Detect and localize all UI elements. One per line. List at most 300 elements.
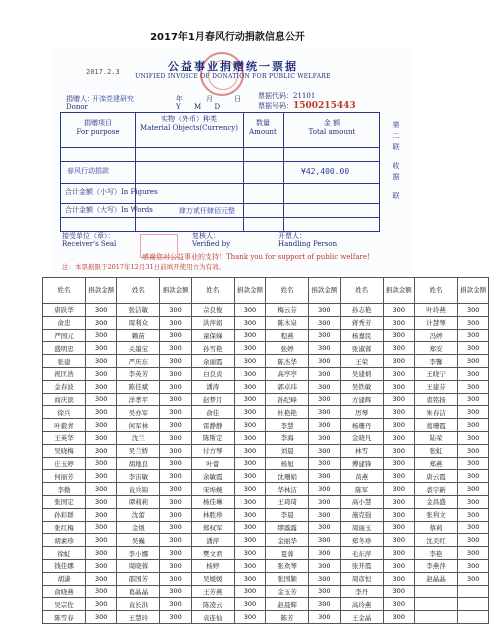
donor-amount-cell: 300	[86, 329, 117, 342]
donor-name-cell: 俞晓燕	[43, 585, 86, 598]
donor-amount-cell: 300	[383, 598, 414, 611]
donor-name-cell: 方建辉	[340, 393, 383, 406]
donor-name-cell: 黄燕	[340, 470, 383, 483]
donor-amount-cell: 300	[309, 316, 340, 329]
donor-name-cell: 李燕萍	[414, 559, 457, 572]
donor-name-cell: 张利文	[414, 508, 457, 521]
donor-amount-cell: 300	[86, 316, 117, 329]
donor-name-cell: 袁长洪	[117, 598, 160, 611]
donor-name-cell: 张婷	[266, 342, 309, 355]
donor-name-cell: 陈木泉	[266, 316, 309, 329]
donor-name-cell: 徐虹	[43, 547, 86, 560]
donor-amount-cell: 300	[457, 508, 488, 521]
donor-amount-cell: 300	[86, 598, 117, 611]
header-name: 姓名	[43, 278, 86, 304]
donor-amount-cell: 300	[160, 406, 191, 419]
donor-name-cell: 金晓凡	[340, 431, 383, 444]
donor-amount-cell: 300	[457, 470, 488, 483]
donor-amount-cell: 300	[383, 547, 414, 560]
donor-name-cell: 裘铭扬	[414, 393, 457, 406]
table-row	[43, 419, 489, 432]
donor-name-cell: 张国定	[43, 495, 86, 508]
donor-name-cell: 高亭亭	[266, 367, 309, 380]
donor-amount-cell: 300	[160, 304, 191, 317]
donor-amount-cell: 300	[309, 585, 340, 598]
donor-name-cell: 杨珊丹	[340, 419, 383, 432]
donor-name-cell: 沈兰	[117, 431, 160, 444]
donor-name-cell: 白良贞	[191, 367, 234, 380]
donor-name-cell: 祝匡浩	[43, 367, 86, 380]
donor-amount-cell: 300	[457, 367, 488, 380]
donor-name-cell: 樊文君	[191, 547, 234, 560]
donor-amount-cell	[457, 585, 488, 598]
table-row	[43, 367, 489, 380]
table-row	[43, 483, 489, 496]
donor-amount-cell: 300	[86, 572, 117, 585]
handler-label: 开票人： Handling Person	[278, 232, 338, 248]
table-row	[43, 393, 489, 406]
donor-name-cell: 刘晨	[266, 444, 309, 457]
donor-name-cell: 周利众	[117, 316, 160, 329]
donor-name-cell: 严国元	[43, 329, 86, 342]
donor-name-cell: 雷静静	[191, 419, 234, 432]
donor-name-cell: 杨嘉民	[340, 329, 383, 342]
donor-amount-cell: 300	[457, 304, 488, 317]
donor-amount-cell: 300	[383, 406, 414, 419]
donor-amount-cell: 300	[457, 431, 488, 444]
donor-name-cell: 陈雪春	[43, 611, 86, 624]
donor-amount-cell: 300	[160, 419, 191, 432]
donation-receipt	[52, 48, 414, 276]
donor-amount-cell: 300	[234, 559, 265, 572]
donor-name-cell: 李勤	[43, 483, 86, 496]
donor-name-cell: 王晓宁	[414, 367, 457, 380]
table-row	[43, 304, 489, 317]
donor-name-cell: 赵晨辉	[266, 598, 309, 611]
donor-amount-cell: 300	[457, 393, 488, 406]
donor-amount-cell: 300	[383, 380, 414, 393]
donor-amount-cell: 300	[160, 495, 191, 508]
donor-name-cell: 周丽玉	[340, 521, 383, 534]
donor-amount-cell: 300	[160, 316, 191, 329]
donor-name-cell: 童保娣	[191, 329, 234, 342]
donor-name-cell: 吴兰娇	[117, 444, 160, 457]
donor-amount-cell: 300	[309, 444, 340, 457]
donor-name-cell: 施克强	[340, 508, 383, 521]
donor-amount-cell: 300	[160, 534, 191, 547]
donor-name-cell: 郑权军	[191, 521, 234, 534]
donor-name-cell: 吴亦军	[117, 406, 160, 419]
header-name: 姓名	[414, 278, 457, 304]
donor-amount-cell: 300	[309, 457, 340, 470]
donor-name-cell: 孙雪艳	[191, 342, 234, 355]
donor-amount-cell: 300	[160, 444, 191, 457]
donor-amount-cell: 300	[457, 342, 488, 355]
donor-amount-cell: 300	[383, 559, 414, 572]
donor-name-cell: 杨佳琳	[191, 495, 234, 508]
donor-amount-cell: 300	[309, 419, 340, 432]
donor-amount-cell: 300	[86, 611, 117, 624]
donor-amount-cell: 300	[309, 367, 340, 380]
donor-name-cell: 计慧琴	[414, 316, 457, 329]
donor-amount-cell: 300	[457, 559, 488, 572]
header-name: 姓名	[266, 278, 309, 304]
donor-name-cell: 唐云霞	[414, 470, 457, 483]
donor-name-cell: 袁兵锦	[117, 483, 160, 496]
header-amount: 捐款金额	[160, 278, 191, 304]
donor-amount-cell: 300	[457, 355, 488, 368]
donor-amount-cell: 300	[457, 316, 488, 329]
receipt-grid	[60, 112, 380, 232]
validity-note: 注：本票据限于2017年12月31日前填开使用方为有效。	[62, 263, 226, 271]
table-row	[43, 342, 489, 355]
donor-amount-cell: 300	[457, 483, 488, 496]
donor-amount-cell: 300	[309, 329, 340, 342]
header-amount: 捐款金额	[309, 278, 340, 304]
donor-name-cell	[414, 611, 457, 624]
donor-amount-cell: 300	[160, 393, 191, 406]
donor-amount-cell: 300	[160, 521, 191, 534]
donor-name-cell: 王金晶	[340, 611, 383, 624]
donor-amount-cell: 300	[160, 547, 191, 560]
donor-amount-cell: 300	[309, 559, 340, 572]
header-name: 姓名	[117, 278, 160, 304]
donor-name-cell: 吴巍	[117, 534, 160, 547]
donor-amount-cell: 300	[309, 406, 340, 419]
donor-name-cell: 余敏霞	[191, 470, 234, 483]
donor-name-cell: 沈美红	[414, 534, 457, 547]
donor-name-cell: 王荣	[340, 355, 383, 368]
donor-name-cell: 唐跃华	[43, 304, 86, 317]
col-qty-header: 数量 Amount	[249, 119, 277, 136]
donor-name-cell: 郭卓玮	[266, 380, 309, 393]
donor-amount-cell: 300	[160, 508, 191, 521]
donor-name-cell: 张淑蓉	[340, 342, 383, 355]
donor-name-cell: 宋埠婉	[191, 483, 234, 496]
table-row	[43, 406, 489, 419]
donor-name-cell: 王慧玲	[117, 611, 160, 624]
donor-amount-cell: 300	[86, 470, 117, 483]
col-total-header: 金 额 Total amount	[308, 119, 356, 136]
donor-amount-cell: 300	[86, 304, 117, 317]
table-row	[43, 585, 489, 598]
donor-amount-cell: 300	[457, 521, 488, 534]
donor-name-cell: 周晓蓉	[117, 559, 160, 572]
donor-name-cell: 张虹	[414, 444, 457, 457]
donor-name-cell: 高玲燕	[340, 598, 383, 611]
handwritten-date: 2017.2.3	[86, 68, 120, 76]
donor-name-cell: 金煜	[117, 521, 160, 534]
donor-amount-cell: 300	[383, 419, 414, 432]
donor-amount-cell: 300	[234, 483, 265, 496]
donor-amount-cell: 300	[309, 470, 340, 483]
donor-amount-cell: 300	[383, 521, 414, 534]
donor-name-cell: 胡地良	[117, 457, 160, 470]
table-row	[43, 444, 489, 457]
donor-amount-cell: 300	[457, 419, 488, 432]
donor-name-cell: 余丽霞	[191, 355, 234, 368]
donor-amount-cell: 300	[309, 534, 340, 547]
donor-amount-cell: 300	[234, 457, 265, 470]
donor-name-cell: 吴晓梅	[43, 444, 86, 457]
donor-amount-cell: 300	[309, 431, 340, 444]
table-row	[43, 355, 489, 368]
donor-amount-cell: 300	[383, 316, 414, 329]
sum-big-label: 合计金额（大写）In Words	[65, 206, 153, 214]
donor-name-cell: 谭莉莉	[117, 495, 160, 508]
donor-amount-cell: 300	[309, 483, 340, 496]
donor-name-cell: 王建芬	[414, 380, 457, 393]
donor-name-cell: 蒋秀芳	[340, 316, 383, 329]
donor-table	[42, 277, 489, 624]
donor-amount-cell: 300	[86, 547, 117, 560]
donor-name-cell: 华林洁	[266, 483, 309, 496]
receipt-subtitle: UNIFIED INVOICE OF DONATION FOR PUBLIC WELFARE	[135, 73, 331, 80]
donor-amount-cell: 300	[457, 329, 488, 342]
handwritten-amount: ¥42,400.00	[301, 167, 350, 176]
donor-name-cell: 吴建炳	[340, 367, 383, 380]
donor-name-cell: 王芳燕	[191, 585, 234, 598]
donor-amount-cell: 300	[234, 521, 265, 534]
donor-name-cell: 傅建锋	[340, 457, 383, 470]
day-label: 日	[234, 95, 241, 103]
donor-amount-cell: 300	[383, 444, 414, 457]
donor-amount-cell: 300	[86, 508, 117, 521]
donor-amount-cell: 300	[160, 470, 191, 483]
donor-amount-cell: 300	[86, 495, 117, 508]
donor-name-cell: 郑燕	[414, 457, 457, 470]
donor-name-cell: 李丹	[340, 585, 383, 598]
donor-amount-cell: 300	[234, 419, 265, 432]
donor-amount-cell: 300	[234, 444, 265, 457]
donor-amount-cell: 300	[234, 355, 265, 368]
donor-name-cell: 胡素珍	[43, 534, 86, 547]
donor-amount-cell: 300	[309, 598, 340, 611]
donor-name-cell: 邵国芳	[117, 572, 160, 585]
donor-amount-cell: 300	[86, 585, 117, 598]
donor-name-cell: 陈杰华	[266, 355, 309, 368]
donor-name-cell: 郑安	[414, 342, 457, 355]
donor-name-cell: 孙纪峰	[266, 393, 309, 406]
table-row	[43, 470, 489, 483]
table-row	[43, 316, 489, 329]
donor-name-cell: 李小娜	[117, 547, 160, 560]
table-row	[43, 329, 489, 342]
donor-name-cell: 潘涛	[191, 380, 234, 393]
donor-name-cell	[414, 585, 457, 598]
donor-amount-cell: 300	[234, 611, 265, 624]
donor-amount-cell: 300	[234, 406, 265, 419]
donor-name-cell: 毛东萍	[340, 547, 383, 560]
page-title: 2017年1月春风行动捐款信息公开	[150, 32, 305, 43]
donor-amount-cell: 300	[86, 431, 117, 444]
donor-name-cell: 厉琴	[340, 406, 383, 419]
donor-name-cell: 葛珊霞	[414, 419, 457, 432]
donor-name-cell: 陈芳	[266, 611, 309, 624]
month-label: 月	[206, 95, 213, 103]
header-amount: 捐款金额	[383, 278, 414, 304]
donor-amount-cell	[457, 598, 488, 611]
donor-name-cell	[414, 598, 457, 611]
donor-amount-cell: 300	[160, 457, 191, 470]
donor-name-cell: 袁连仙	[191, 611, 234, 624]
donor-name-cell: 缪露露	[266, 521, 309, 534]
donor-amount-cell: 300	[234, 329, 265, 342]
donor-name-cell: 叶蕾	[191, 457, 234, 470]
donor-amount-cell: 300	[86, 393, 117, 406]
table-row	[43, 598, 489, 611]
donor-name-cell: 盛明忠	[43, 342, 86, 355]
donor-name-cell: 陈军	[340, 483, 383, 496]
donor-name-cell: 郑冬珍	[340, 534, 383, 547]
table-row	[43, 431, 489, 444]
donor-amount-cell: 300	[309, 393, 340, 406]
donor-name-cell: 夏蓉	[266, 547, 309, 560]
donor-amount-cell: 300	[309, 380, 340, 393]
handwritten-donor: 开滦党建研究	[92, 95, 134, 103]
ticket-number: 票据号码：1500215443	[258, 101, 356, 111]
donor-amount-cell: 300	[383, 355, 414, 368]
donor-amount-cell: 300	[234, 534, 265, 547]
donor-amount-cell: 300	[309, 342, 340, 355]
donor-amount-cell: 300	[383, 572, 414, 585]
donor-amount-cell: 300	[234, 342, 265, 355]
donor-name-cell: 程燕	[266, 329, 309, 342]
donor-name-cell: 吴宗佐	[43, 598, 86, 611]
donor-amount-cell: 300	[234, 393, 265, 406]
donor-name-cell: 赵梦月	[191, 393, 234, 406]
donor-name-cell: 张红梅	[43, 521, 86, 534]
donor-amount-cell: 300	[160, 483, 191, 496]
donor-name-cell: 李海	[266, 431, 309, 444]
col-item-header: 捐赠项目 For purpose	[76, 119, 120, 136]
table-row	[43, 547, 489, 560]
donor-name-cell: 何军林	[117, 419, 160, 432]
donor-amount-cell: 300	[383, 342, 414, 355]
donor-name-cell: 关墨宝	[117, 342, 160, 355]
table-row	[43, 495, 489, 508]
donor-name-cell: 张开霞	[340, 559, 383, 572]
donor-name-cell: 金春波	[43, 380, 86, 393]
donor-amount-cell: 300	[86, 559, 117, 572]
donor-amount-cell: 300	[86, 457, 117, 470]
donor-amount-cell: 300	[309, 611, 340, 624]
donor-name-cell: 陈佳斌	[117, 380, 160, 393]
donor-name-cell: 吴媛媛	[191, 572, 234, 585]
donor-amount-cell: 300	[383, 431, 414, 444]
donor-name-cell: 葛晶晶	[117, 585, 160, 598]
donor-name-cell: 陈凌云	[191, 598, 234, 611]
donor-amount-cell: 300	[234, 585, 265, 598]
donor-amount-cell: 300	[383, 534, 414, 547]
donor-table-body	[43, 304, 489, 624]
donor-amount-cell: 300	[234, 508, 265, 521]
table-header-row	[43, 278, 489, 304]
header-name: 姓名	[191, 278, 234, 304]
donor-name-cell: 徐兵	[43, 406, 86, 419]
donor-name-cell: 高小慧	[340, 495, 383, 508]
donor-name-cell: 何丽芳	[43, 470, 86, 483]
donor-amount-cell: 300	[234, 470, 265, 483]
donor-amount-cell: 300	[234, 598, 265, 611]
donor-amount-cell: 300	[383, 585, 414, 598]
donor-name-cell: 张欢琴	[266, 559, 309, 572]
donor-name-cell: 杨婷	[191, 559, 234, 572]
donor-name-cell: 商庆滨	[43, 393, 86, 406]
donor-name-cell: 杨旭	[266, 457, 309, 470]
table-row	[43, 559, 489, 572]
donor-amount-cell: 300	[234, 367, 265, 380]
donor-name-cell: 金玉芳	[266, 585, 309, 598]
donor-name-cell: 俞佳	[191, 406, 234, 419]
donor-amount-cell: 300	[457, 380, 488, 393]
handwritten-item: 春风行动捐款	[67, 167, 109, 175]
donor-amount-cell: 300	[457, 406, 488, 419]
donor-amount-cell: 300	[309, 547, 340, 560]
donor-amount-cell: 300	[309, 572, 340, 585]
donor-amount-cell: 300	[86, 521, 117, 534]
donor-name-cell: 赵晶晶	[414, 572, 457, 585]
donor-name-cell: 金丽华	[266, 534, 309, 547]
donor-amount-cell: 300	[383, 495, 414, 508]
handwritten-big-sum: 肆万贰仟肆佰元整	[179, 207, 235, 215]
donor-name-cell: 陆荣	[414, 431, 457, 444]
donor-amount-cell: 300	[457, 444, 488, 457]
donor-name-cell: 金昌盛	[414, 495, 457, 508]
donor-name-cell: 周彦恒	[340, 572, 383, 585]
donor-amount-cell: 300	[86, 483, 117, 496]
donor-name-cell: 李宙敏	[117, 470, 160, 483]
donor-amount-cell: 300	[86, 355, 117, 368]
verifier-label: 复核人： Verified by	[192, 232, 231, 248]
donor-name-cell: 朱春洁	[414, 406, 457, 419]
donor-name-cell: 潘萍	[191, 534, 234, 547]
donor-amount-cell: 300	[383, 393, 414, 406]
donor-amount-cell: 300	[86, 342, 117, 355]
year-label: 年	[176, 95, 183, 103]
donor-name-cell: 俞忠	[43, 316, 86, 329]
donor-amount-cell: 300	[160, 367, 191, 380]
donor-name-cell: 李馨	[414, 355, 457, 368]
donor-name-cell: 沈蕾	[117, 508, 160, 521]
donor-name-cell: 佘良俊	[191, 304, 234, 317]
donor-name-cell: 裘宇新	[414, 483, 457, 496]
donor-name-cell: 孙志艳	[340, 304, 383, 317]
donor-name-cell: 孙彩群	[43, 508, 86, 521]
donor-name-cell: 林雪	[340, 444, 383, 457]
donor-amount-cell: 300	[309, 495, 340, 508]
donor-amount-cell: 300	[86, 406, 117, 419]
donor-amount-cell: 300	[383, 470, 414, 483]
donor-name-cell: 吴铁敏	[340, 380, 383, 393]
donor-name-cell: 张国颖	[266, 572, 309, 585]
header-name: 姓名	[340, 278, 383, 304]
ticket-code: 票据代码：21101	[258, 92, 316, 100]
donor-name-cell: 张洁敏	[117, 304, 160, 317]
thanks-line: 感谢您对公益事业的支持！Thank you for support of public welfare!	[142, 253, 370, 261]
table-row	[43, 380, 489, 393]
donor-amount-cell: 300	[160, 342, 191, 355]
donor-name-cell: 蔡莉	[414, 521, 457, 534]
donor-amount-cell: 300	[86, 367, 117, 380]
donor-name-cell: 王英华	[43, 431, 86, 444]
table-row	[43, 534, 489, 547]
donor-amount-cell: 300	[309, 521, 340, 534]
header-amount: 捐款金额	[86, 278, 117, 304]
donor-name-cell: 李慧	[266, 419, 309, 432]
donor-name-cell: 沈珊娟	[266, 470, 309, 483]
donor-name-cell: 林胜珍	[191, 508, 234, 521]
